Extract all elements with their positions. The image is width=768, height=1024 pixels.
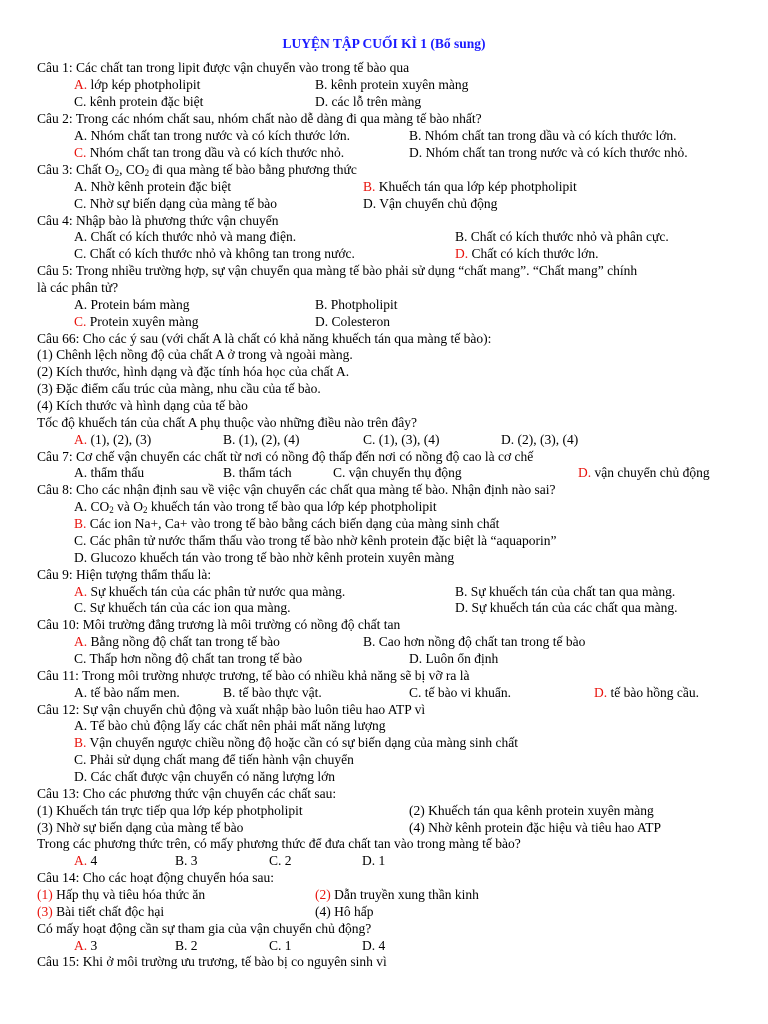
line-text: Các ion Na+, Ca+ vào trong tế bào bằng cách biến dạng của màng sinh chất bbox=[86, 516, 500, 531]
line-text: C. 1 bbox=[269, 938, 292, 953]
text-line bbox=[409, 145, 688, 161]
text-line bbox=[74, 651, 302, 667]
text-line bbox=[37, 213, 278, 229]
line-text: Câu 3: Chất O bbox=[37, 162, 115, 177]
line-text: tế bào hồng cầu. bbox=[607, 685, 699, 700]
text-line bbox=[37, 381, 321, 397]
line-text: (1) Chênh lệch nồng độ của chất A ở trong và ngoài màng. bbox=[37, 347, 353, 362]
line-text: Dẫn truyền xung thần kinh bbox=[330, 887, 479, 902]
line-text: Chất có kích thước lớn. bbox=[468, 246, 599, 261]
text-line bbox=[269, 853, 292, 869]
text-line bbox=[363, 634, 585, 650]
text-line bbox=[37, 617, 400, 633]
text-line bbox=[223, 685, 322, 701]
line-text: khuếch tán vào trong tế bào qua lớp kép photpholipit bbox=[147, 499, 437, 514]
text-line bbox=[74, 465, 144, 481]
text-line bbox=[74, 685, 180, 701]
answer-marker: D. bbox=[578, 465, 592, 480]
line-text: B. Sự khuếch tán của chất tan qua màng. bbox=[455, 584, 676, 599]
line-text: C. kênh protein đặc biệt bbox=[74, 94, 204, 109]
line-text: A. Chất có kích thước nhỏ và mang điện. bbox=[74, 229, 297, 244]
line-text: Câu 13: Cho các phương thức vận chuyển các chất sau: bbox=[37, 786, 337, 801]
line-text: Trong các phương thức trên, có mấy phương thức để đưa chất tan vào trong màng tế bào? bbox=[37, 836, 521, 851]
line-text: Câu 15: Khi ở môi trường ưu trương, tế bào bị co nguyên sinh vì bbox=[37, 954, 387, 969]
line-text: D. 4 bbox=[362, 938, 386, 953]
text-line bbox=[74, 432, 151, 448]
line-text: (4) Nhờ kênh protein đặc hiệu và tiêu hao ATP bbox=[409, 820, 661, 835]
answer-marker: A. bbox=[74, 938, 88, 953]
line-text: B. kênh protein xuyên màng bbox=[315, 77, 469, 92]
text-line bbox=[37, 870, 274, 886]
line-text: C. 2 bbox=[269, 853, 292, 868]
line-text: (1) Khuếch tán trực tiếp qua lớp kép photpholipit bbox=[37, 803, 303, 818]
answer-marker: B. bbox=[74, 735, 87, 750]
text-line bbox=[74, 584, 345, 600]
text-line bbox=[37, 954, 387, 970]
text-line bbox=[37, 567, 211, 583]
text-line bbox=[455, 584, 675, 600]
text-line bbox=[37, 921, 371, 937]
text-line bbox=[74, 752, 354, 768]
text-line bbox=[37, 60, 409, 76]
line-text: A. Tế bào chủ động lấy các chất nên phải mất năng lượng bbox=[74, 718, 386, 733]
text-line bbox=[37, 398, 248, 414]
text-line bbox=[74, 499, 437, 515]
line-text: A. CO bbox=[74, 499, 110, 514]
line-text: Câu 66: Cho các ý sau (với chất A là chất có khả năng khuếch tán qua màng tế bào): bbox=[37, 331, 492, 346]
answer-marker: B. bbox=[74, 516, 87, 531]
answer-marker: A. bbox=[74, 853, 88, 868]
answer-marker: (3) bbox=[37, 904, 53, 919]
line-text: Câu 1: Các chất tan trong lipit được vận chuyển vào trong tế bào qua bbox=[37, 60, 410, 75]
line-text: Câu 10: Môi trường đẳng trương là môi trường có nồng độ chất tan bbox=[37, 617, 401, 632]
line-text: vận chuyển chủ động bbox=[591, 465, 710, 480]
text-line bbox=[74, 94, 203, 110]
line-text: (3) Nhờ sự biến dạng của màng tế bào bbox=[37, 820, 244, 835]
line-text: D. (2), (3), (4) bbox=[501, 432, 579, 447]
text-line bbox=[409, 820, 661, 836]
line-text: Câu 14: Cho các hoạt động chuyển hóa sau: bbox=[37, 870, 274, 885]
line-text: D. Vận chuyển chủ động bbox=[363, 196, 498, 211]
text-line bbox=[594, 685, 699, 701]
text-line bbox=[501, 432, 578, 448]
text-line bbox=[74, 229, 296, 245]
text-line bbox=[37, 449, 533, 465]
text-line bbox=[455, 229, 669, 245]
text-line bbox=[74, 246, 355, 262]
text-line bbox=[37, 786, 336, 802]
text-line bbox=[455, 600, 677, 616]
line-text: Câu 8: Cho các nhận định sau về việc vận chuyển các chất qua màng tế bào. Nhận định nào sai? bbox=[37, 482, 556, 497]
line-text: C. Thấp hơn nồng độ chất tan trong tế bào bbox=[74, 651, 303, 666]
text-line bbox=[74, 314, 199, 330]
text-line bbox=[37, 702, 425, 718]
answer-marker: D. bbox=[455, 246, 469, 261]
line-text: B. Chất có kích thước nhỏ và phân cực. bbox=[455, 229, 669, 244]
line-text: Hấp thụ và tiêu hóa thức ăn bbox=[52, 887, 206, 902]
line-text: Câu 5: Trong nhiều trường hợp, sự vận chuyển qua màng tế bào phải sử dụng “chất mang”. “Chất mang” chính bbox=[37, 263, 638, 278]
text-line bbox=[409, 651, 498, 667]
text-line bbox=[315, 904, 373, 920]
line-text: D. Nhóm chất tan trong nước và có kích thước nhỏ. bbox=[409, 145, 688, 160]
line-text: B. (1), (2), (4) bbox=[223, 432, 300, 447]
line-text: A. thẩm thấu bbox=[74, 465, 145, 480]
line-text: C. tế bào vi khuẩn. bbox=[409, 685, 511, 700]
text-line bbox=[74, 533, 557, 549]
answer-marker: A. bbox=[74, 77, 88, 92]
line-text: C. Chất có kích thước nhỏ và không tan trong nước. bbox=[74, 246, 355, 261]
text-line bbox=[74, 196, 277, 212]
answer-marker: C. bbox=[74, 314, 87, 329]
line-text: D. Luôn ổn định bbox=[409, 651, 499, 666]
text-line bbox=[175, 938, 198, 954]
line-text: B. 2 bbox=[175, 938, 198, 953]
text-line bbox=[315, 314, 390, 330]
line-text: Có mấy hoạt động cần sự tham gia của vận chuyển chủ động? bbox=[37, 921, 372, 936]
text-line bbox=[74, 77, 200, 93]
line-text: (2) Kích thước, hình dạng và đặc tính hóa học của chất A. bbox=[37, 364, 350, 379]
line-text: A. Protein bám màng bbox=[74, 297, 190, 312]
text-line bbox=[37, 836, 521, 852]
line-text: C. vận chuyển thụ động bbox=[333, 465, 462, 480]
text-line bbox=[74, 297, 189, 313]
text-line bbox=[333, 465, 462, 481]
subscript: 2 bbox=[109, 505, 114, 515]
line-text: B. 3 bbox=[175, 853, 198, 868]
answer-marker: D. bbox=[594, 685, 608, 700]
line-text: D. 1 bbox=[362, 853, 386, 868]
line-text: C. Sự khuếch tán của các ion qua màng. bbox=[74, 600, 291, 615]
text-line bbox=[37, 347, 353, 363]
text-line bbox=[37, 364, 349, 380]
line-text: Tốc độ khuếch tán của chất A phụ thuộc vào những điều nào trên đây? bbox=[37, 415, 417, 430]
text-line bbox=[74, 938, 97, 954]
line-text: A. Nhóm chất tan trong nước và có kích thước lớn. bbox=[74, 128, 350, 143]
text-line bbox=[315, 94, 421, 110]
line-text: đi qua màng tế bào bằng phương thức bbox=[149, 162, 357, 177]
text-line bbox=[315, 887, 479, 903]
answer-marker: B. bbox=[363, 179, 376, 194]
line-text: (4) Hô hấp bbox=[315, 904, 374, 919]
line-text: 3 bbox=[87, 938, 98, 953]
text-line bbox=[74, 853, 97, 869]
line-text: (4) Kích thước và hình dạng của tế bào bbox=[37, 398, 248, 413]
subscript: 2 bbox=[143, 505, 148, 515]
line-text: B. Nhóm chất tan trong dầu và có kích thước lớn. bbox=[409, 128, 677, 143]
text-line bbox=[37, 263, 637, 279]
answer-marker: C. bbox=[74, 145, 87, 160]
text-line bbox=[74, 634, 280, 650]
line-text: Câu 2: Trong các nhóm chất sau, nhóm chất nào dễ dàng đi qua màng tế bào nhất? bbox=[37, 111, 482, 126]
text-line bbox=[362, 938, 385, 954]
line-text: B. thẩm tách bbox=[223, 465, 292, 480]
line-text: Bài tiết chất độc hại bbox=[52, 904, 165, 919]
line-text: Câu 12: Sự vận chuyển chủ động và xuất nhập bào luôn tiêu hao ATP vì bbox=[37, 702, 426, 717]
text-line bbox=[37, 111, 482, 127]
text-line bbox=[37, 280, 118, 296]
line-text: và O bbox=[113, 499, 144, 514]
line-text: 4 bbox=[87, 853, 98, 868]
text-line bbox=[315, 297, 398, 313]
text-line bbox=[74, 718, 385, 734]
text-line bbox=[37, 887, 205, 903]
subscript: 2 bbox=[114, 168, 120, 178]
text-line bbox=[74, 550, 454, 566]
line-text: C. Các phân tử nước thẩm thấu vào trong tế bào nhờ kênh protein đặc biệt là “aquaporin” bbox=[74, 533, 557, 548]
text-line bbox=[223, 465, 292, 481]
text-line bbox=[363, 196, 497, 212]
text-line bbox=[362, 853, 385, 869]
line-text: (1), (2), (3) bbox=[87, 432, 152, 447]
answer-marker: (1) bbox=[37, 887, 53, 902]
line-text: C. Phải sử dụng chất mang để tiến hành vận chuyển bbox=[74, 752, 354, 767]
text-line bbox=[37, 668, 469, 684]
text-line bbox=[269, 938, 292, 954]
line-text: (3) Đặc điểm cấu trúc của màng, nhu cầu của tế bào. bbox=[37, 381, 321, 396]
line-text: B. tế bào thực vật. bbox=[223, 685, 322, 700]
text-line bbox=[363, 432, 439, 448]
line-text: D. các lỗ trên màng bbox=[315, 94, 422, 109]
text-line bbox=[363, 179, 577, 195]
text-line bbox=[37, 415, 417, 431]
text-line bbox=[74, 735, 518, 751]
line-text: Câu 9: Hiện tượng thẩm thấu là: bbox=[37, 567, 212, 582]
line-text: , CO bbox=[119, 162, 145, 177]
text-line bbox=[455, 246, 598, 262]
line-text: A. tế bào nấm men. bbox=[74, 685, 180, 700]
line-text: Câu 7: Cơ chế vận chuyển các chất từ nơi có nồng độ thấp đến nơi có nồng độ cao là cơ chế bbox=[37, 449, 534, 464]
line-text: Sự khuếch tán của các phân tử nước qua màng. bbox=[87, 584, 346, 599]
text-line bbox=[74, 179, 231, 195]
answer-marker: A. bbox=[74, 432, 88, 447]
line-text: Vận chuyển ngược chiều nồng độ hoặc cần có sự biến dạng của màng sinh chất bbox=[86, 735, 519, 750]
text-line bbox=[74, 600, 291, 616]
text-line bbox=[37, 803, 303, 819]
text-line bbox=[37, 162, 357, 178]
text-line bbox=[74, 128, 350, 144]
answer-marker: A. bbox=[74, 584, 88, 599]
line-text: Protein xuyên màng bbox=[86, 314, 199, 329]
text-line bbox=[409, 803, 654, 819]
line-text: C. (1), (3), (4) bbox=[363, 432, 440, 447]
text-line bbox=[315, 77, 468, 93]
text-line bbox=[223, 432, 299, 448]
line-text: Bằng nồng độ chất tan trong tế bào bbox=[87, 634, 280, 649]
text-line bbox=[37, 482, 555, 498]
line-text: (2) Khuếch tán qua kênh protein xuyên màng bbox=[409, 803, 654, 818]
text-line bbox=[74, 145, 344, 161]
text-line bbox=[74, 769, 335, 785]
line-text: D. Glucozo khuếch tán vào trong tế bào nhờ kênh protein xuyên màng bbox=[74, 550, 455, 565]
line-text: là các phân tử? bbox=[37, 280, 119, 295]
page-title: LUYỆN TẬP CUỐI KÌ 1 (Bổ sung) bbox=[282, 36, 486, 51]
line-text: Nhóm chất tan trong dầu và có kích thước nhỏ. bbox=[86, 145, 345, 160]
text-line bbox=[37, 820, 243, 836]
text-line bbox=[409, 128, 677, 144]
line-text: A. Nhờ kênh protein đặc biệt bbox=[74, 179, 232, 194]
text-line bbox=[37, 904, 164, 920]
line-text: lớp kép photpholipit bbox=[87, 77, 201, 92]
answer-marker: (2) bbox=[315, 887, 331, 902]
line-text: Khuếch tán qua lớp kép photpholipit bbox=[375, 179, 577, 194]
line-text: C. Nhờ sự biến dạng của màng tế bào bbox=[74, 196, 278, 211]
line-text: B. Cao hơn nồng độ chất tan trong tế bào bbox=[363, 634, 586, 649]
line-text: D. Colesteron bbox=[315, 314, 390, 329]
text-line bbox=[37, 331, 491, 347]
line-text: Câu 11: Trong môi trường nhược trương, tế bào có nhiều khả năng sẽ bị vỡ ra là bbox=[37, 668, 470, 683]
line-text: B. Photpholipit bbox=[315, 297, 398, 312]
text-line bbox=[409, 685, 511, 701]
subscript: 2 bbox=[144, 168, 150, 178]
line-text: Câu 4: Nhập bào là phương thức vận chuyển bbox=[37, 213, 279, 228]
text-line bbox=[578, 465, 710, 481]
text-line bbox=[74, 516, 499, 532]
line-text: D. Các chất được vận chuyển có năng lượng lớn bbox=[74, 769, 335, 784]
text-line bbox=[175, 853, 198, 869]
answer-marker: A. bbox=[74, 634, 88, 649]
line-text: D. Sự khuếch tán của các chất qua màng. bbox=[455, 600, 678, 615]
